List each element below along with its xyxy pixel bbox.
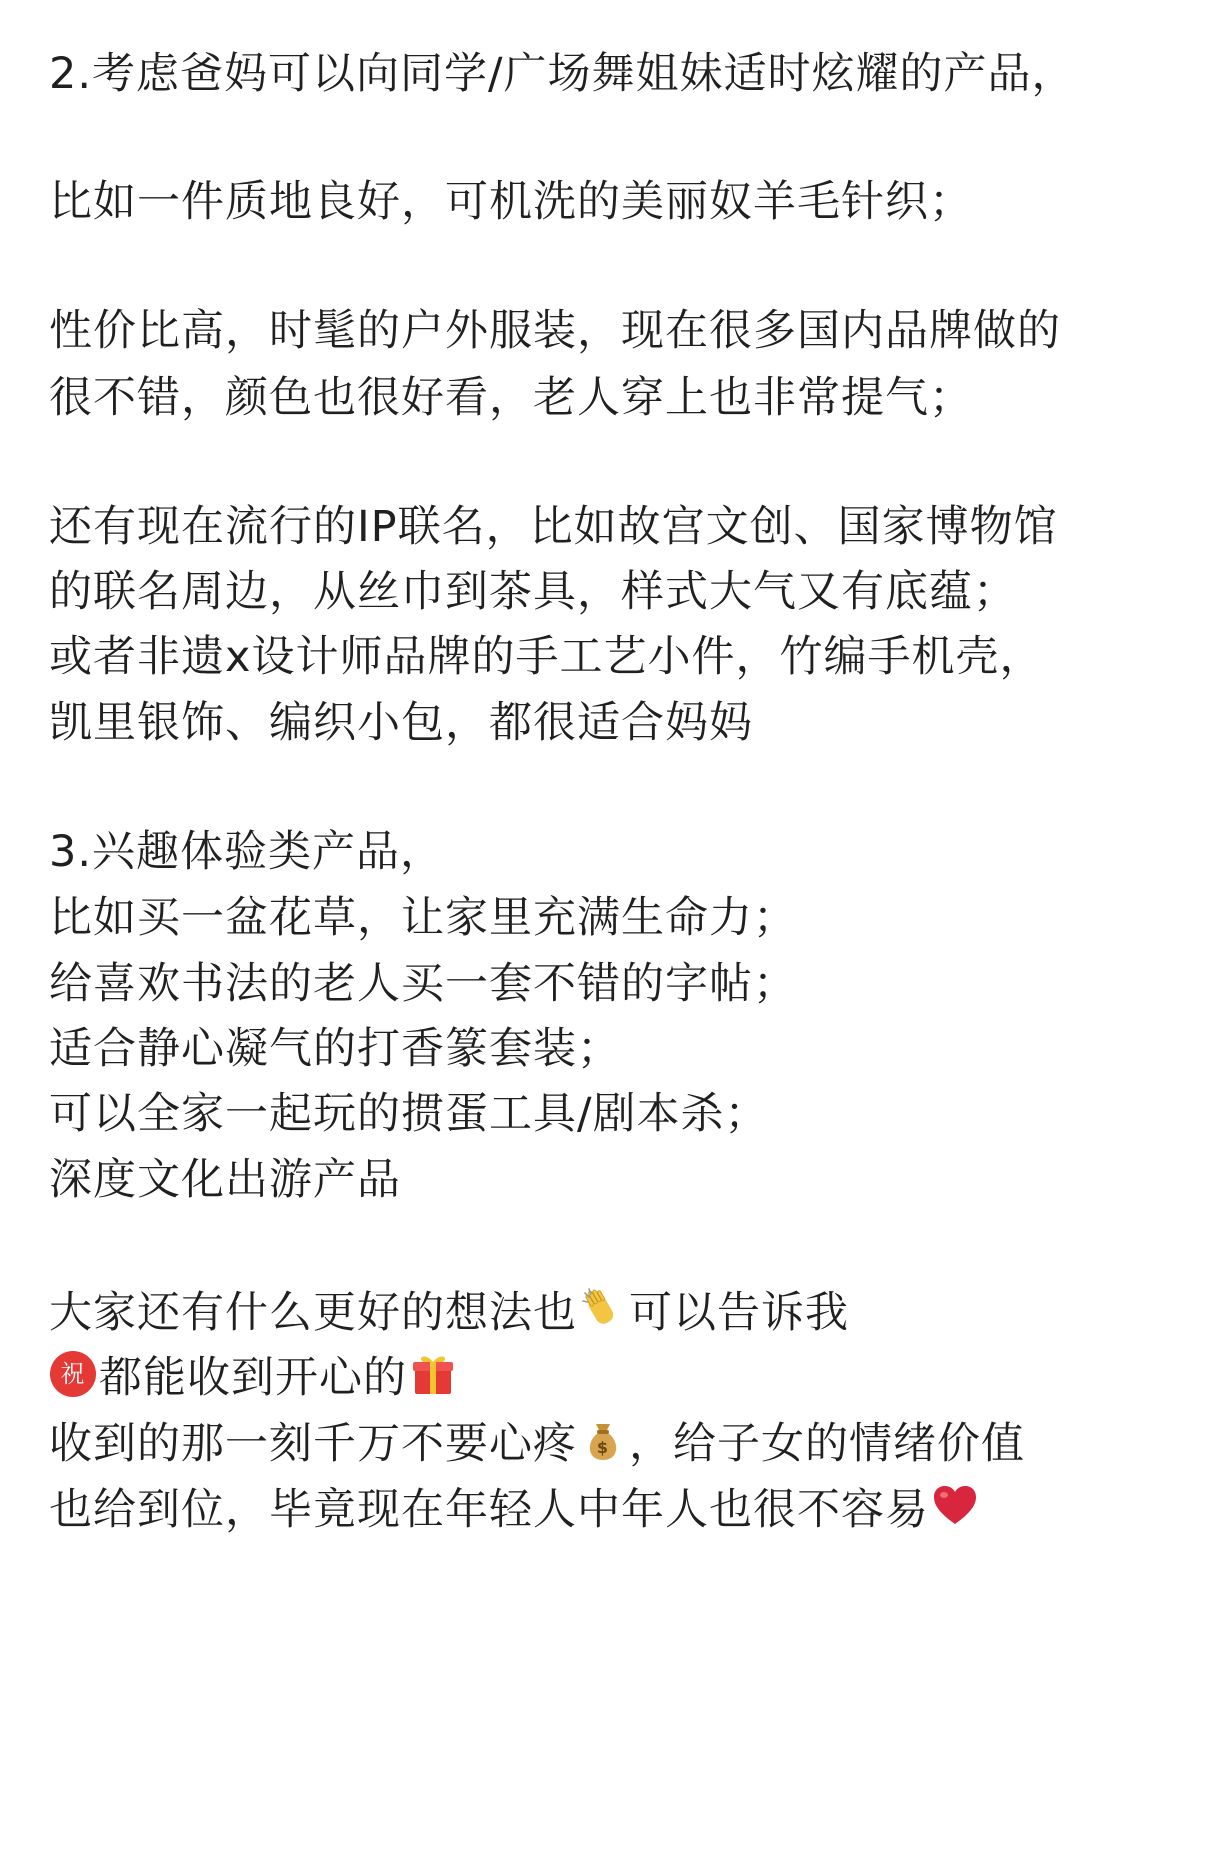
- text-line: 很不错，颜色也很好看，老人穿上也非常提气；: [49, 373, 973, 423]
- text-line: 性价比高，时髦的户外服装，现在很多国内品牌做的: [49, 306, 1061, 356]
- money-bag-icon: [579, 1416, 627, 1464]
- text-line: 还有现在流行的IP联名，比如故宫文创、国家博物馆: [49, 502, 1058, 552]
- text-segment: 可以告诉我: [629, 1287, 849, 1338]
- text-line: 深度文化出游产品: [49, 1155, 401, 1205]
- red-heart-icon: [931, 1482, 979, 1530]
- text-segment: 大家还有什么更好的想法也: [49, 1287, 577, 1338]
- text-line: 的联名周边，从丝巾到茶具，样式大气又有底蕴；: [49, 567, 1017, 617]
- text-line: 给喜欢书法的老人买一套不错的字帖；: [49, 959, 797, 1009]
- text-line: [49, 1349, 1179, 1404]
- text-segment: 也给到位，毕竟现在年轻人中年人也很不容易: [49, 1484, 929, 1535]
- blessing-character: 祝: [60, 1359, 86, 1388]
- text-line: 可以全家一起玩的掼蛋工具/剧本杀；: [49, 1089, 769, 1139]
- text-segment: 收到的那一刻千万不要心疼: [49, 1418, 577, 1469]
- text-line: [49, 1284, 1179, 1339]
- blessing-character-icon: [49, 1350, 97, 1398]
- text-line: 凯里银饰、编织小包，都很适合妈妈: [49, 698, 753, 748]
- text-segment: ，给子女的情绪价值: [629, 1418, 1025, 1469]
- text-line: 比如买一盆花草，让家里充满生命力；: [49, 893, 797, 943]
- gift-icon: [409, 1350, 457, 1398]
- text-line: 比如一件质地良好，可机洗的美丽奴羊毛针织；: [49, 177, 973, 227]
- clapping-hands-icon: [579, 1285, 627, 1333]
- text-line: [49, 1415, 1179, 1470]
- text-line: [49, 1481, 1179, 1536]
- text-line: 3.兴趣体验类产品，: [49, 827, 445, 877]
- text-line: 或者非遗x设计师品牌的手工艺小件，竹编手机壳，: [49, 632, 1044, 682]
- svg-text:$: $: [596, 1437, 610, 1457]
- text-line: 适合静心凝气的打香篆套装；: [49, 1024, 621, 1074]
- text-line: 2.考虑爸妈可以向同学/广场舞姐妹适时炫耀的产品，: [49, 49, 1076, 99]
- text-segment: 都能收到开心的: [99, 1352, 407, 1403]
